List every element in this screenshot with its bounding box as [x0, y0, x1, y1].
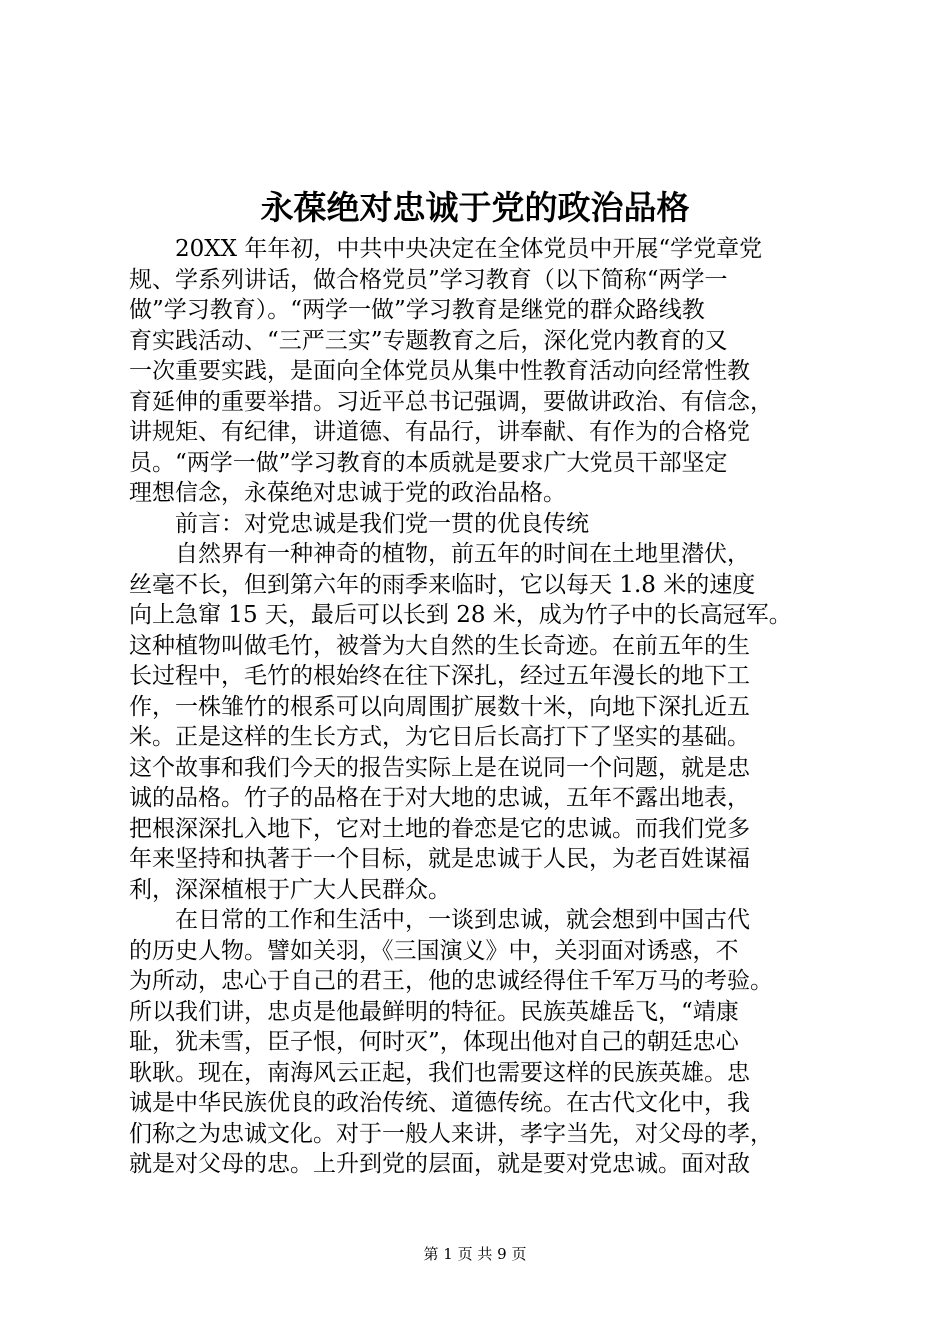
text-line: 为所动，忠心于自己的君王，他的忠诚经得住千军万马的考验。 — [129, 968, 773, 994]
text-line: 米。正是这样的生长方式，为它日后长高打下了坚实的基础。 — [129, 724, 750, 750]
text-line: 做”学习教育）。“两学一做”学习教育是继党的群众路线教 — [129, 297, 705, 323]
text-line: 理想信念，永葆绝对忠诚于党的政治品格。 — [129, 480, 566, 506]
text-line: 长过程中，毛竹的根始终在往下深扎，经过五年漫长的地下工 — [129, 663, 750, 689]
document-title: 永葆绝对忠诚于党的政治品格 — [260, 188, 690, 227]
text-line: 讲规矩、有纪律，讲道德、有品行，讲奉献、有作为的合格党 — [129, 419, 750, 445]
text-line: 规、学系列讲话，做合格党员”学习教育（以下简称“两学一 — [129, 266, 728, 293]
page-indicator: 第 1 页 共 9 页 — [423, 1245, 527, 1263]
text-line: 年来坚持和执著于一个目标，就是忠诚于人民，为老百姓谋福 — [129, 846, 750, 872]
text-line: 在日常的工作和生活中，一谈到忠诚，就会想到中国古代 — [175, 907, 750, 933]
paragraph-preface-heading — [129, 509, 835, 540]
text-line: 向上急窜 15 天，最后可以长到 28 米，成为竹子中的长高冠军。 — [129, 602, 792, 628]
text-line: 育延伸的重要举措。习近平总书记强调，要做讲政治、有信念， — [129, 388, 773, 415]
paragraph-intro — [129, 234, 835, 509]
text-line: 员。“两学一做”学习教育的本质就是要求广大党员干部坚定 — [129, 449, 728, 476]
text-line: 20XX 年年初，中共中央决定在全体党员中开展“学党章党 — [175, 236, 763, 262]
text-line: 丝毫不长，但到第六年的雨季来临时，它以每天 1.8 米的速度 — [129, 571, 756, 598]
text-line: 诚的品格。竹子的品格在于对大地的忠诚，五年不露出地表， — [129, 785, 750, 811]
text-line: 自然界有一种神奇的植物，前五年的时间在土地里潜伏， — [175, 541, 750, 567]
text-line: 前言：对党忠诚是我们党一贯的优良传统 — [175, 510, 589, 537]
text-line: 一次重要实践，是面向全体党员从集中性教育活动向经常性教 — [129, 358, 750, 384]
document-body — [129, 234, 835, 1180]
text-line: 作，一株雏竹的根系可以向周围扩展数十米，向地下深扎近五 — [129, 693, 750, 720]
paragraph-bamboo — [129, 539, 835, 905]
text-line: 这个故事和我们今天的报告实际上是在说同一个问题，就是忠 — [129, 754, 750, 781]
text-line: 所以我们讲，忠贞是他最鲜明的特征。民族英雄岳飞，“靖康 — [129, 998, 739, 1025]
text-line: 诚是中华民族优良的政治传统、道德传统。在古代文化中，我 — [129, 1090, 750, 1116]
text-line: 耻，犹未雪，臣子恨，何时灭”，体现出他对自己的朝廷忠心 — [129, 1029, 739, 1055]
text-line: 耿耿。现在，南海风云正起，我们也需要这样的民族英雄。忠 — [129, 1059, 750, 1086]
text-line: 这种植物叫做毛竹，被誉为大自然的生长奇迹。在前五年的生 — [129, 632, 750, 659]
text-line: 把根深深扎入地下，它对土地的眷恋是它的忠诚。而我们党多 — [129, 815, 750, 842]
text-line: 就是对父母的忠。上升到党的层面，就是要对党忠诚。面对敌 — [129, 1151, 750, 1177]
text-line: 育实践活动、“三严三实”专题教育之后，深化党内教育的又 — [129, 327, 728, 354]
text-line: 利，深深植根于广大人民群众。 — [129, 876, 451, 903]
text-line: 们称之为忠诚文化。对于一般人来讲，孝字当先，对父母的孝， — [129, 1120, 773, 1147]
text-line: 的历史人物。譬如关羽，《三国演义》中，关羽面对诱惑，不 — [129, 937, 739, 964]
paragraph-history — [129, 905, 835, 1180]
